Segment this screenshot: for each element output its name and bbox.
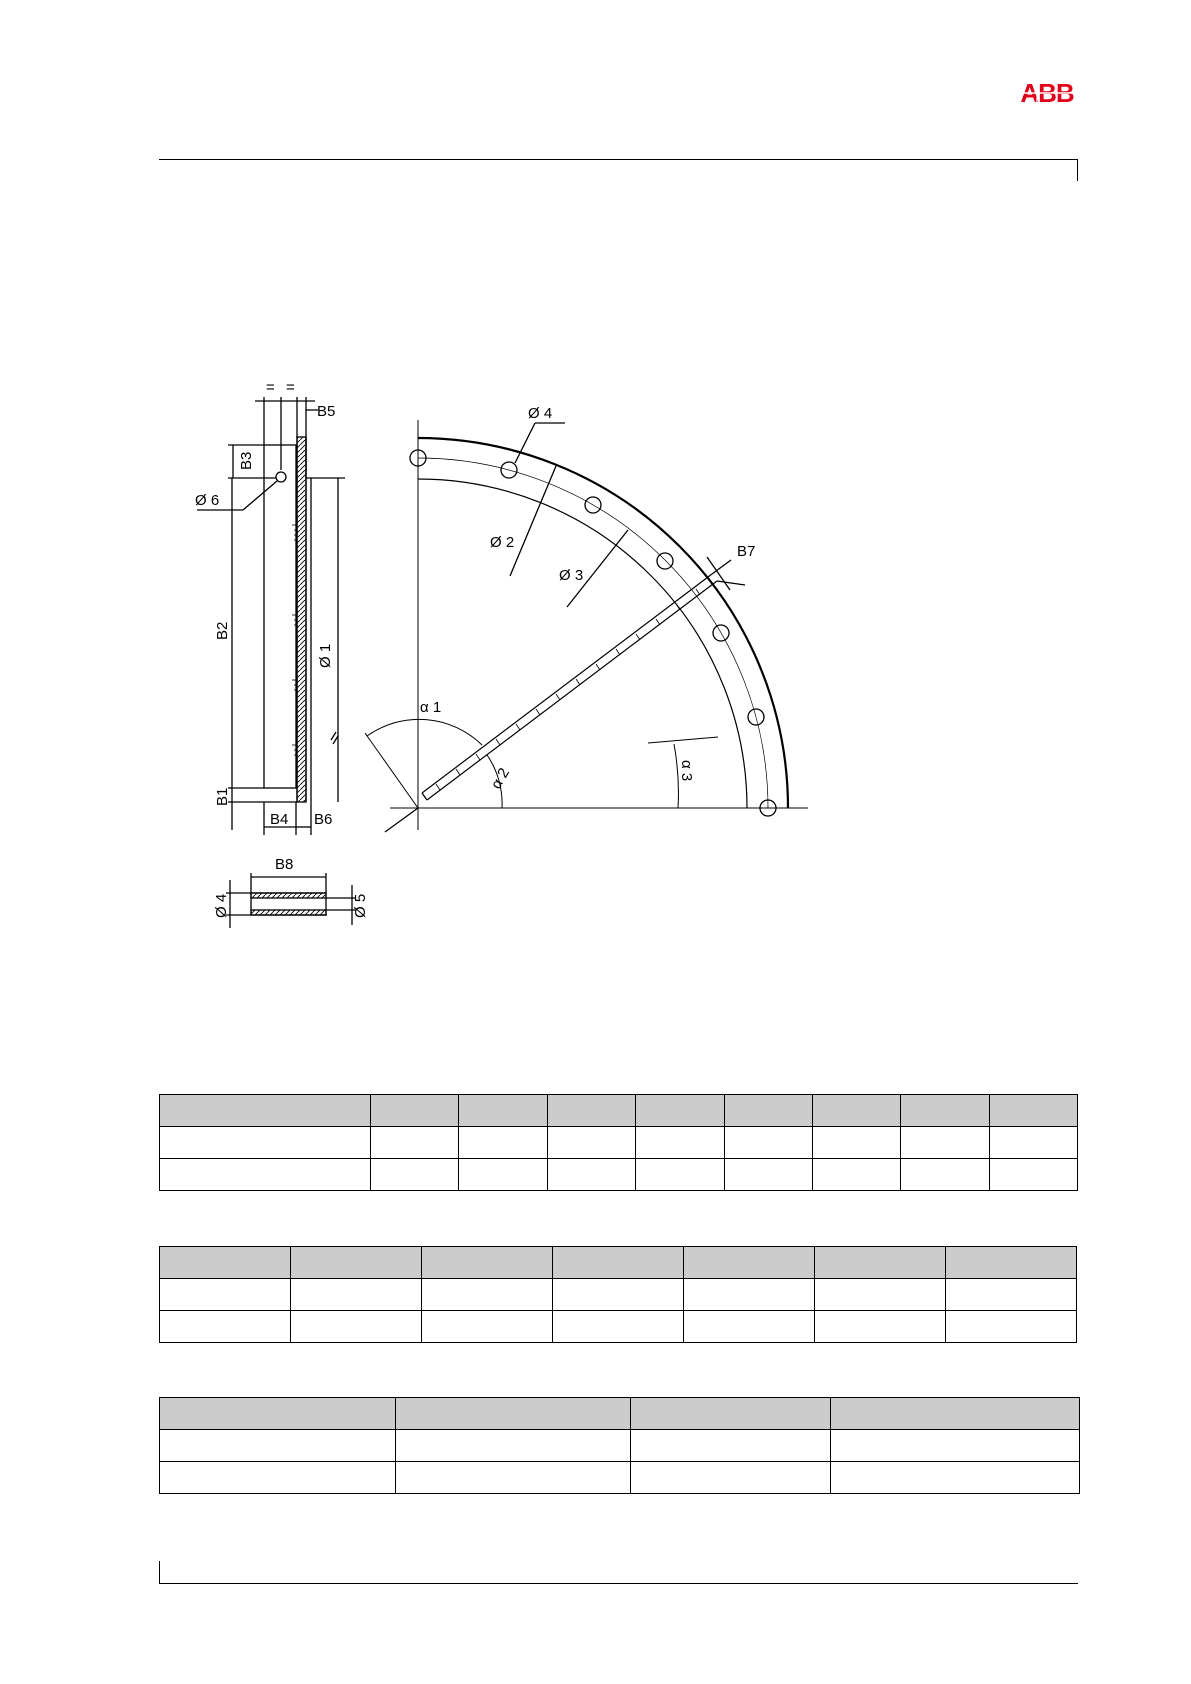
- table-cell: [422, 1247, 553, 1279]
- label-b8: B8: [275, 856, 294, 873]
- table-cell: [636, 1159, 724, 1191]
- table-cell: [901, 1159, 989, 1191]
- table-cell: [684, 1247, 815, 1279]
- dimensions-table-3: [159, 1397, 1080, 1494]
- label-b5: B5: [317, 403, 336, 420]
- label-a1: α 1: [420, 699, 442, 716]
- label-b4: B4: [270, 811, 289, 828]
- flange-body: [264, 445, 296, 788]
- quarter-view: [365, 420, 808, 832]
- table-cell: [989, 1159, 1077, 1191]
- table-cell: [160, 1430, 396, 1462]
- table-cell: [812, 1095, 900, 1127]
- table-cell: [553, 1311, 684, 1343]
- table-cell: [291, 1311, 422, 1343]
- table-cell: [396, 1430, 631, 1462]
- table-cell: [291, 1279, 422, 1311]
- table-cell: [724, 1159, 812, 1191]
- table-row: [160, 1430, 1080, 1462]
- label-d5: Ø 5: [352, 893, 369, 918]
- table-cell: [831, 1398, 1080, 1430]
- table-cell: [946, 1311, 1077, 1343]
- side-view: [197, 397, 345, 835]
- table-cell: [160, 1095, 371, 1127]
- table-cell: [553, 1279, 684, 1311]
- label-b3: B3: [238, 451, 255, 470]
- table-cell: [631, 1430, 831, 1462]
- table-cell: [160, 1279, 291, 1311]
- table-cell: [160, 1247, 291, 1279]
- table-cell: [831, 1462, 1080, 1494]
- dimensions-table-2: [159, 1246, 1077, 1343]
- table-cell: [160, 1311, 291, 1343]
- equal-mark-left: =: [266, 379, 275, 396]
- table-header-row: [160, 1095, 1078, 1127]
- table-cell: [946, 1247, 1077, 1279]
- table-cell: [812, 1159, 900, 1191]
- footer-tick: [159, 1561, 160, 1583]
- equal-mark-right: =: [286, 379, 295, 396]
- table-cell: [459, 1159, 547, 1191]
- table-row: [160, 1127, 1078, 1159]
- table-cell: [815, 1247, 946, 1279]
- sleeve-view: [226, 873, 356, 928]
- abb-logo-text: ABB: [1020, 80, 1074, 106]
- table-cell: [989, 1095, 1077, 1127]
- table-cell: [422, 1311, 553, 1343]
- table-row: [160, 1311, 1077, 1343]
- label-d4-top: Ø 4: [528, 405, 553, 422]
- table-cell: [831, 1430, 1080, 1462]
- table-row: [160, 1159, 1078, 1191]
- label-b1: B1: [214, 787, 231, 806]
- dimensions-table-1: [159, 1094, 1078, 1191]
- label-d2: Ø 2: [490, 534, 515, 551]
- table-cell: [901, 1127, 989, 1159]
- table-header-row: [160, 1398, 1080, 1430]
- table-cell: [812, 1127, 900, 1159]
- table-row: [160, 1462, 1080, 1494]
- table-cell: [901, 1095, 989, 1127]
- table-cell: [815, 1279, 946, 1311]
- table-cell: [684, 1279, 815, 1311]
- label-b7: B7: [737, 543, 756, 560]
- label-a2: α 2: [487, 765, 514, 792]
- label-a3: α 3: [678, 760, 695, 782]
- table-cell: [724, 1127, 812, 1159]
- table-header-row: [160, 1247, 1077, 1279]
- table-cell: [371, 1095, 459, 1127]
- table-cell: [396, 1462, 631, 1494]
- table-cell: [989, 1127, 1077, 1159]
- table-cell: [291, 1247, 422, 1279]
- table-cell: [422, 1279, 553, 1311]
- table-cell: [160, 1462, 396, 1494]
- table-cell: [724, 1095, 812, 1127]
- table-cell: [553, 1247, 684, 1279]
- label-d4-side: Ø 4: [213, 893, 230, 918]
- label-d6: Ø 6: [195, 492, 220, 509]
- table-cell: [631, 1462, 831, 1494]
- table-cell: [815, 1311, 946, 1343]
- table-cell: [631, 1398, 831, 1430]
- table-cell: [547, 1159, 635, 1191]
- table-cell: [459, 1127, 547, 1159]
- table-cell: [160, 1159, 371, 1191]
- table-row: [160, 1279, 1077, 1311]
- table-cell: [371, 1159, 459, 1191]
- table-cell: [459, 1095, 547, 1127]
- table-cell: [946, 1279, 1077, 1311]
- table-cell: [547, 1095, 635, 1127]
- table-cell: [636, 1127, 724, 1159]
- table-cell: [547, 1127, 635, 1159]
- label-b2: B2: [214, 621, 231, 640]
- table-cell: [396, 1398, 631, 1430]
- table-cell: [636, 1095, 724, 1127]
- label-b6: B6: [314, 811, 333, 828]
- label-d3: Ø 3: [559, 567, 584, 584]
- table-cell: [371, 1127, 459, 1159]
- table-cell: [160, 1127, 371, 1159]
- table-cell: [684, 1311, 815, 1343]
- hatched-wall: [297, 437, 306, 802]
- table-cell: [160, 1398, 396, 1430]
- footer-rule: [159, 1583, 1078, 1584]
- label-d1: Ø 1: [317, 643, 334, 668]
